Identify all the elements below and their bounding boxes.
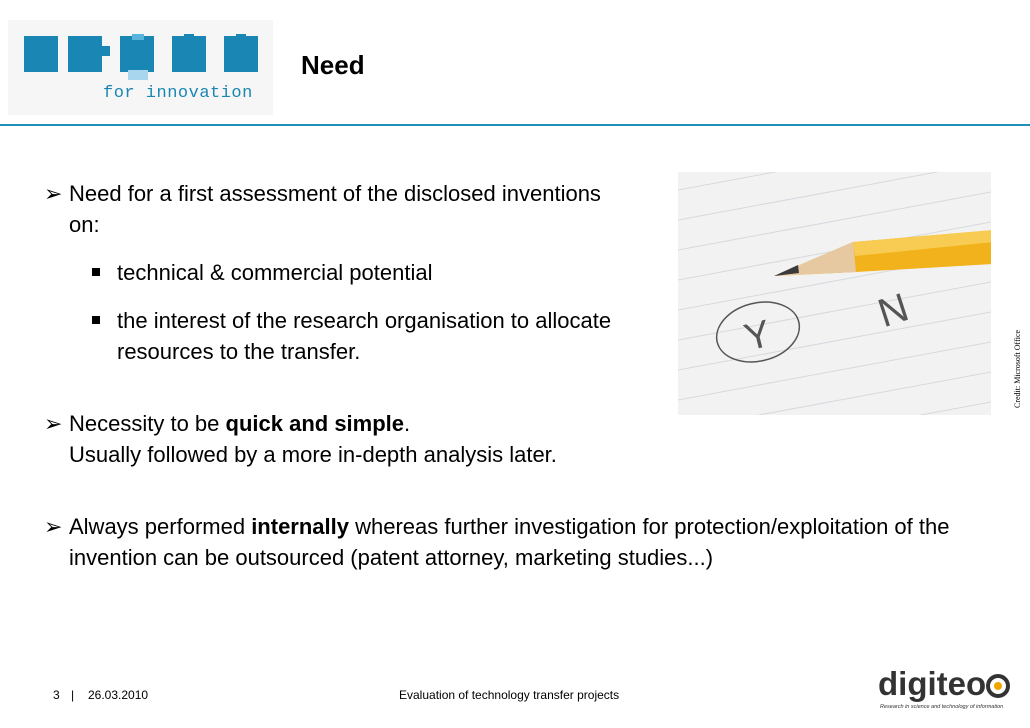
page-number: 3 xyxy=(53,688,60,702)
square-bullet-icon xyxy=(92,316,100,324)
bullet-internally xyxy=(44,511,964,573)
footer-separator: | xyxy=(71,688,75,702)
logo-shapes xyxy=(24,34,274,84)
n-letter: N xyxy=(872,285,914,337)
sub-bullet-text: the interest of the research organisation to allocate resources to the transfer. xyxy=(117,308,612,364)
digiteo-o-mark xyxy=(986,674,1010,698)
arrow-bullet-icon: ➢ xyxy=(44,181,63,206)
arrow-bullet-icon: ➢ xyxy=(44,411,63,436)
bullet-assessment xyxy=(44,178,604,240)
y-letter: Y xyxy=(740,312,776,360)
footer-title: Evaluation of technology transfer projects xyxy=(399,688,620,702)
arrow-bullet-icon: ➢ xyxy=(44,514,63,539)
bullet-text: Always performed internally whereas further investigation for protection/exploitation of the invention can be outsourced (patent attorney, marketing studies...) xyxy=(69,514,950,570)
square-bullet-icon xyxy=(92,268,100,276)
sub-bullet-potential xyxy=(92,257,652,288)
header-divider xyxy=(0,124,1030,126)
bullet-text: Necessity to be quick and simple. Usually followed by a more in-depth analysis later. xyxy=(69,411,557,467)
pencil-yes-no-photo xyxy=(678,172,991,415)
digiteo-logo xyxy=(878,665,1018,720)
page-title: Need xyxy=(301,50,365,80)
footer-date: 26.03.2010 xyxy=(88,688,149,702)
for-innovation-logo xyxy=(8,20,273,115)
logo-text: for innovation xyxy=(103,84,253,103)
bullet-text: Need for a first assessment of the disclosed inventions on: xyxy=(69,181,601,237)
sub-bullet-text: technical & commercial potential xyxy=(117,260,433,285)
digiteo-name: digiteo xyxy=(878,665,987,702)
image-credit: Credit: Microsoft Office xyxy=(1013,329,1022,408)
digiteo-tagline: Research in science and technology of information xyxy=(880,704,1004,710)
pencil-illustration xyxy=(678,172,991,415)
bullet-quick-simple xyxy=(44,408,664,470)
sub-bullet-interest xyxy=(92,305,632,367)
